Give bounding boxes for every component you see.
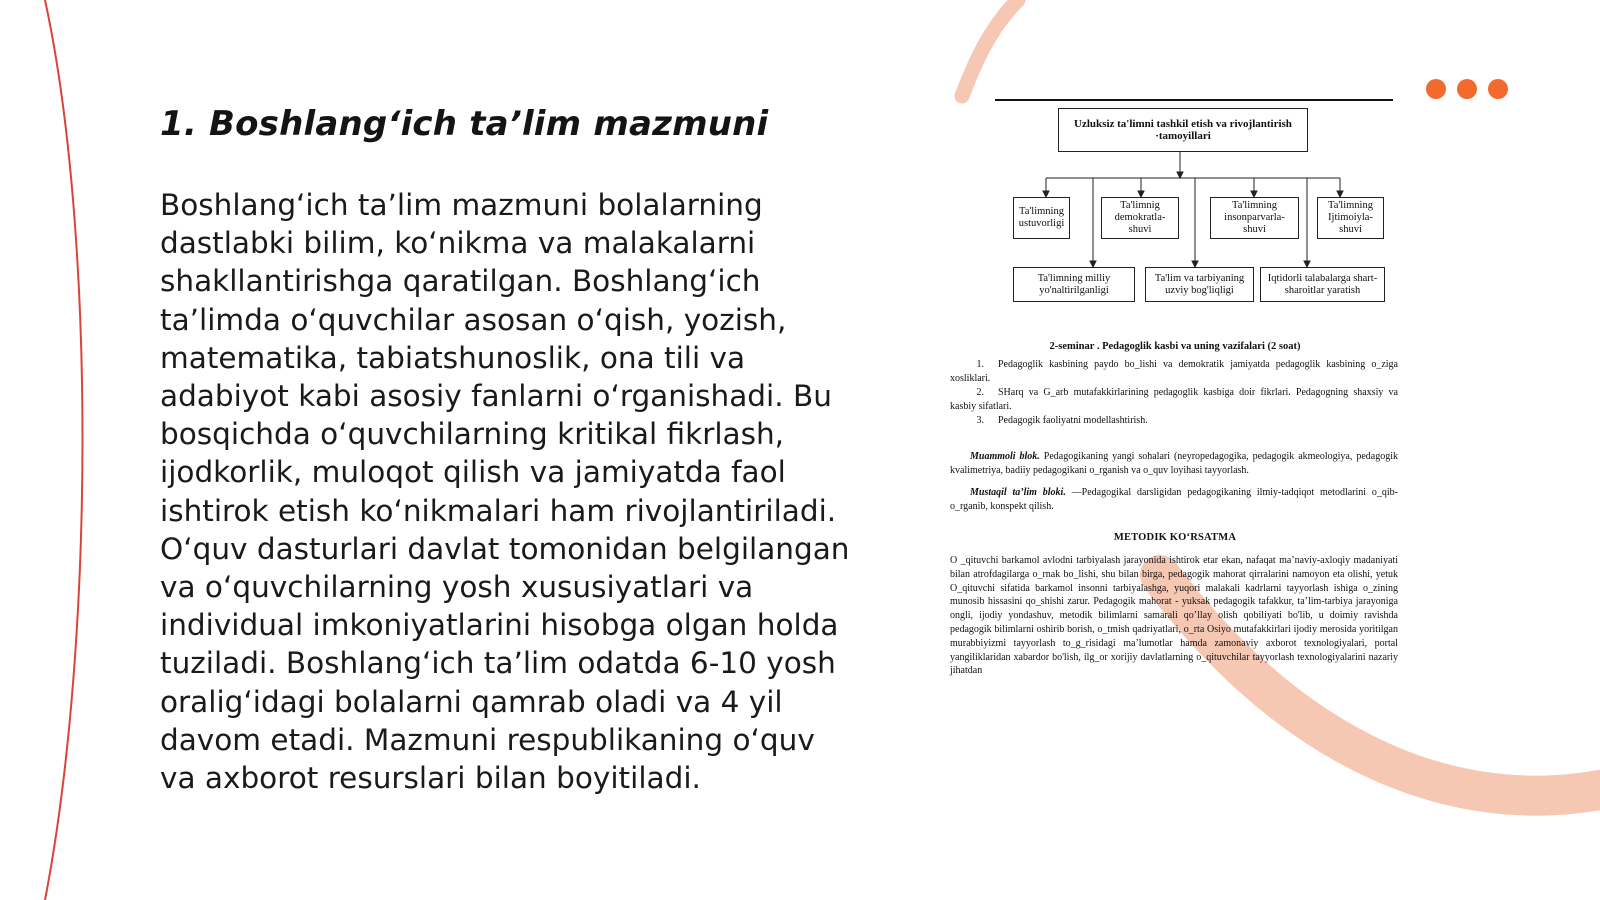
list-item [950, 358, 1398, 386]
mustaqil-text: —Pedagogikal darsligidan pedagogikaning ilmiy-tadqiqot metodlarini o_qib-o_rganib, konspekt qilish. [950, 487, 1398, 512]
left-curve-line [45, 0, 83, 900]
muammoli-label: Muammoli blok. [970, 451, 1040, 462]
muammoli-paragraph [950, 450, 1398, 478]
diagram-box-ijtimoiylashuvi: Ta'limning Ijtimoiyla-shuvi [1317, 197, 1384, 239]
list-item-text: Pedagogik faoliyatni modellashtirish. [998, 415, 1148, 426]
metodik-title: METODIK KO‘RSATMA [1113, 532, 1237, 543]
dot-3 [1488, 79, 1508, 99]
slide-title: 1. Boshlang‘ich ta’lim mazmuni [160, 104, 769, 144]
list-item-number: 1. [976, 359, 984, 370]
top-peach-arc [962, 0, 1018, 96]
dots-decoration [1426, 79, 1508, 99]
metodik-paragraph: O _qituvchi barkamol avlodni tarbiyalash jarayonida ishtirok etar ekan, nafaqat ma’naviy-axloqiy madaniyati bilan atrofdagilarga o_rnak bo_lishi, shu bilan birga, pedagogik mahorat qirralarini namoyon eta olishi, yetuk O_qituvchi sifatida barkamol insonni tarbiyalashga, yuqori malakali kadrlarni tayyorlash ishiga o_zining munosib hissasini qo_shishi zarur. Pedagogik mahorat - yuksak pedagogik tafakkur, ta’lim-tarbiya jarayoniga ongli, ijodiy yondashuv, metodik bilimlarni samarali qo’llay olish qobiliyati bo'lib, u doimiy ravishda pedagogik bilimlarni oshirib borish, o_tmish qadriyatlari, o_rta Osiyo mutafakkirlari ijodiy merosida yoritilgan murabbiyizmi tayyorlash to_g_risidagi ma’lumotlar hamda zamonaviy axborot texnologiyalari, portal yangiliklaridan xabardor bo'lish, ilg_or xorijiy davlatlarning o_qituvchilar tayyorlash texnologiyalarini nazariy jihatdan [950, 555, 1398, 677]
diagram-box-demokratlashuvi: Ta'limnig demokratla-shuvi [1101, 197, 1179, 239]
dot-1 [1426, 79, 1446, 99]
list-item [950, 386, 1398, 414]
list-item [950, 414, 1398, 428]
diagram-box-ustuvorligi: Ta'limning ustuvorligi [1013, 197, 1070, 239]
slide-body-text: Boshlang‘ich ta’lim mazmuni bolalarning dastlabki bilim, ko‘nikma va malakalarni shakllantirishga qaratilgan. Boshlang‘ich ta’limda o‘quvchilar asosan o‘qish, yozish, matematika, tabiatshunoslik, ona tili va adabiyot kabi asosiy fanlarni o‘rganishadi. Bu bosqichda o‘quvchilarning kritikal fikrlash, ijodkorlik, muloqot qilish va jamiyatda faol ishtirok etish ko‘nikmalari ham rivojlantiriladi. O‘quv dasturlari davlat tomonidan belgilangan va o‘quvchilarning yosh xususiyatlari va individual imkoniyatlarini hisobga olgan holda tuziladi. Boshlang‘ich ta’lim odatda 6-10 yosh oralig‘idagi bolalarni qamrab oladi va 4 yil davom etadi. Mazmuni respublikaning o‘quv va axborot resurslari bilan boyitiladi. [160, 188, 850, 796]
diagram-top-box: Uzluksiz ta'limni tashkil etish va rivojlantirish ·tamoyillari [1058, 108, 1308, 152]
list-item-number: 3. [976, 415, 984, 426]
document-image [950, 98, 1400, 688]
diagram-box-milliy: Ta'limning milliy yo'naltirilganligi [1013, 267, 1135, 302]
diagram-box-insonparvarlashuvi: Ta'limning insonparvarla-shuvi [1210, 197, 1299, 239]
diagram-box-uzviy: Ta'lim va tarbiyaning uzviy bog'liqligi [1145, 267, 1254, 302]
list-item-text: SHarq va G_arb mutafakkirlarining pedagoglik kasbiga doir fikrlari. Pedagogning shaxsiy va kasbiy sifatlari. [950, 387, 1398, 412]
dot-2 [1457, 79, 1477, 99]
seminar-title: 2-seminar . Pedagoglik kasbi va uning vazifalari (2 soat) [1049, 341, 1301, 352]
mustaqil-label: Mustaqil ta’lim bloki. [970, 487, 1066, 498]
muammoli-text: Pedagogikaning yangi sohalari (neyropedagogika, pedagogik akmeologiya, pedagogik kvalimetriya, badiiy pedagogikani o_rganish va o_quv loyihasi tayyorlash. [950, 451, 1398, 476]
mustaqil-paragraph [950, 486, 1398, 514]
list-item-number: 2. [976, 387, 984, 398]
diagram-box-iqtidorli: Iqtidorli talabalarga shart-sharoitlar yaratish [1260, 267, 1385, 302]
list-item-text: Pedagoglik kasbining paydo bo_lishi va demokratik jamiyatda pedagoglik kasbining o_ziga xosliklari. [950, 359, 1398, 384]
